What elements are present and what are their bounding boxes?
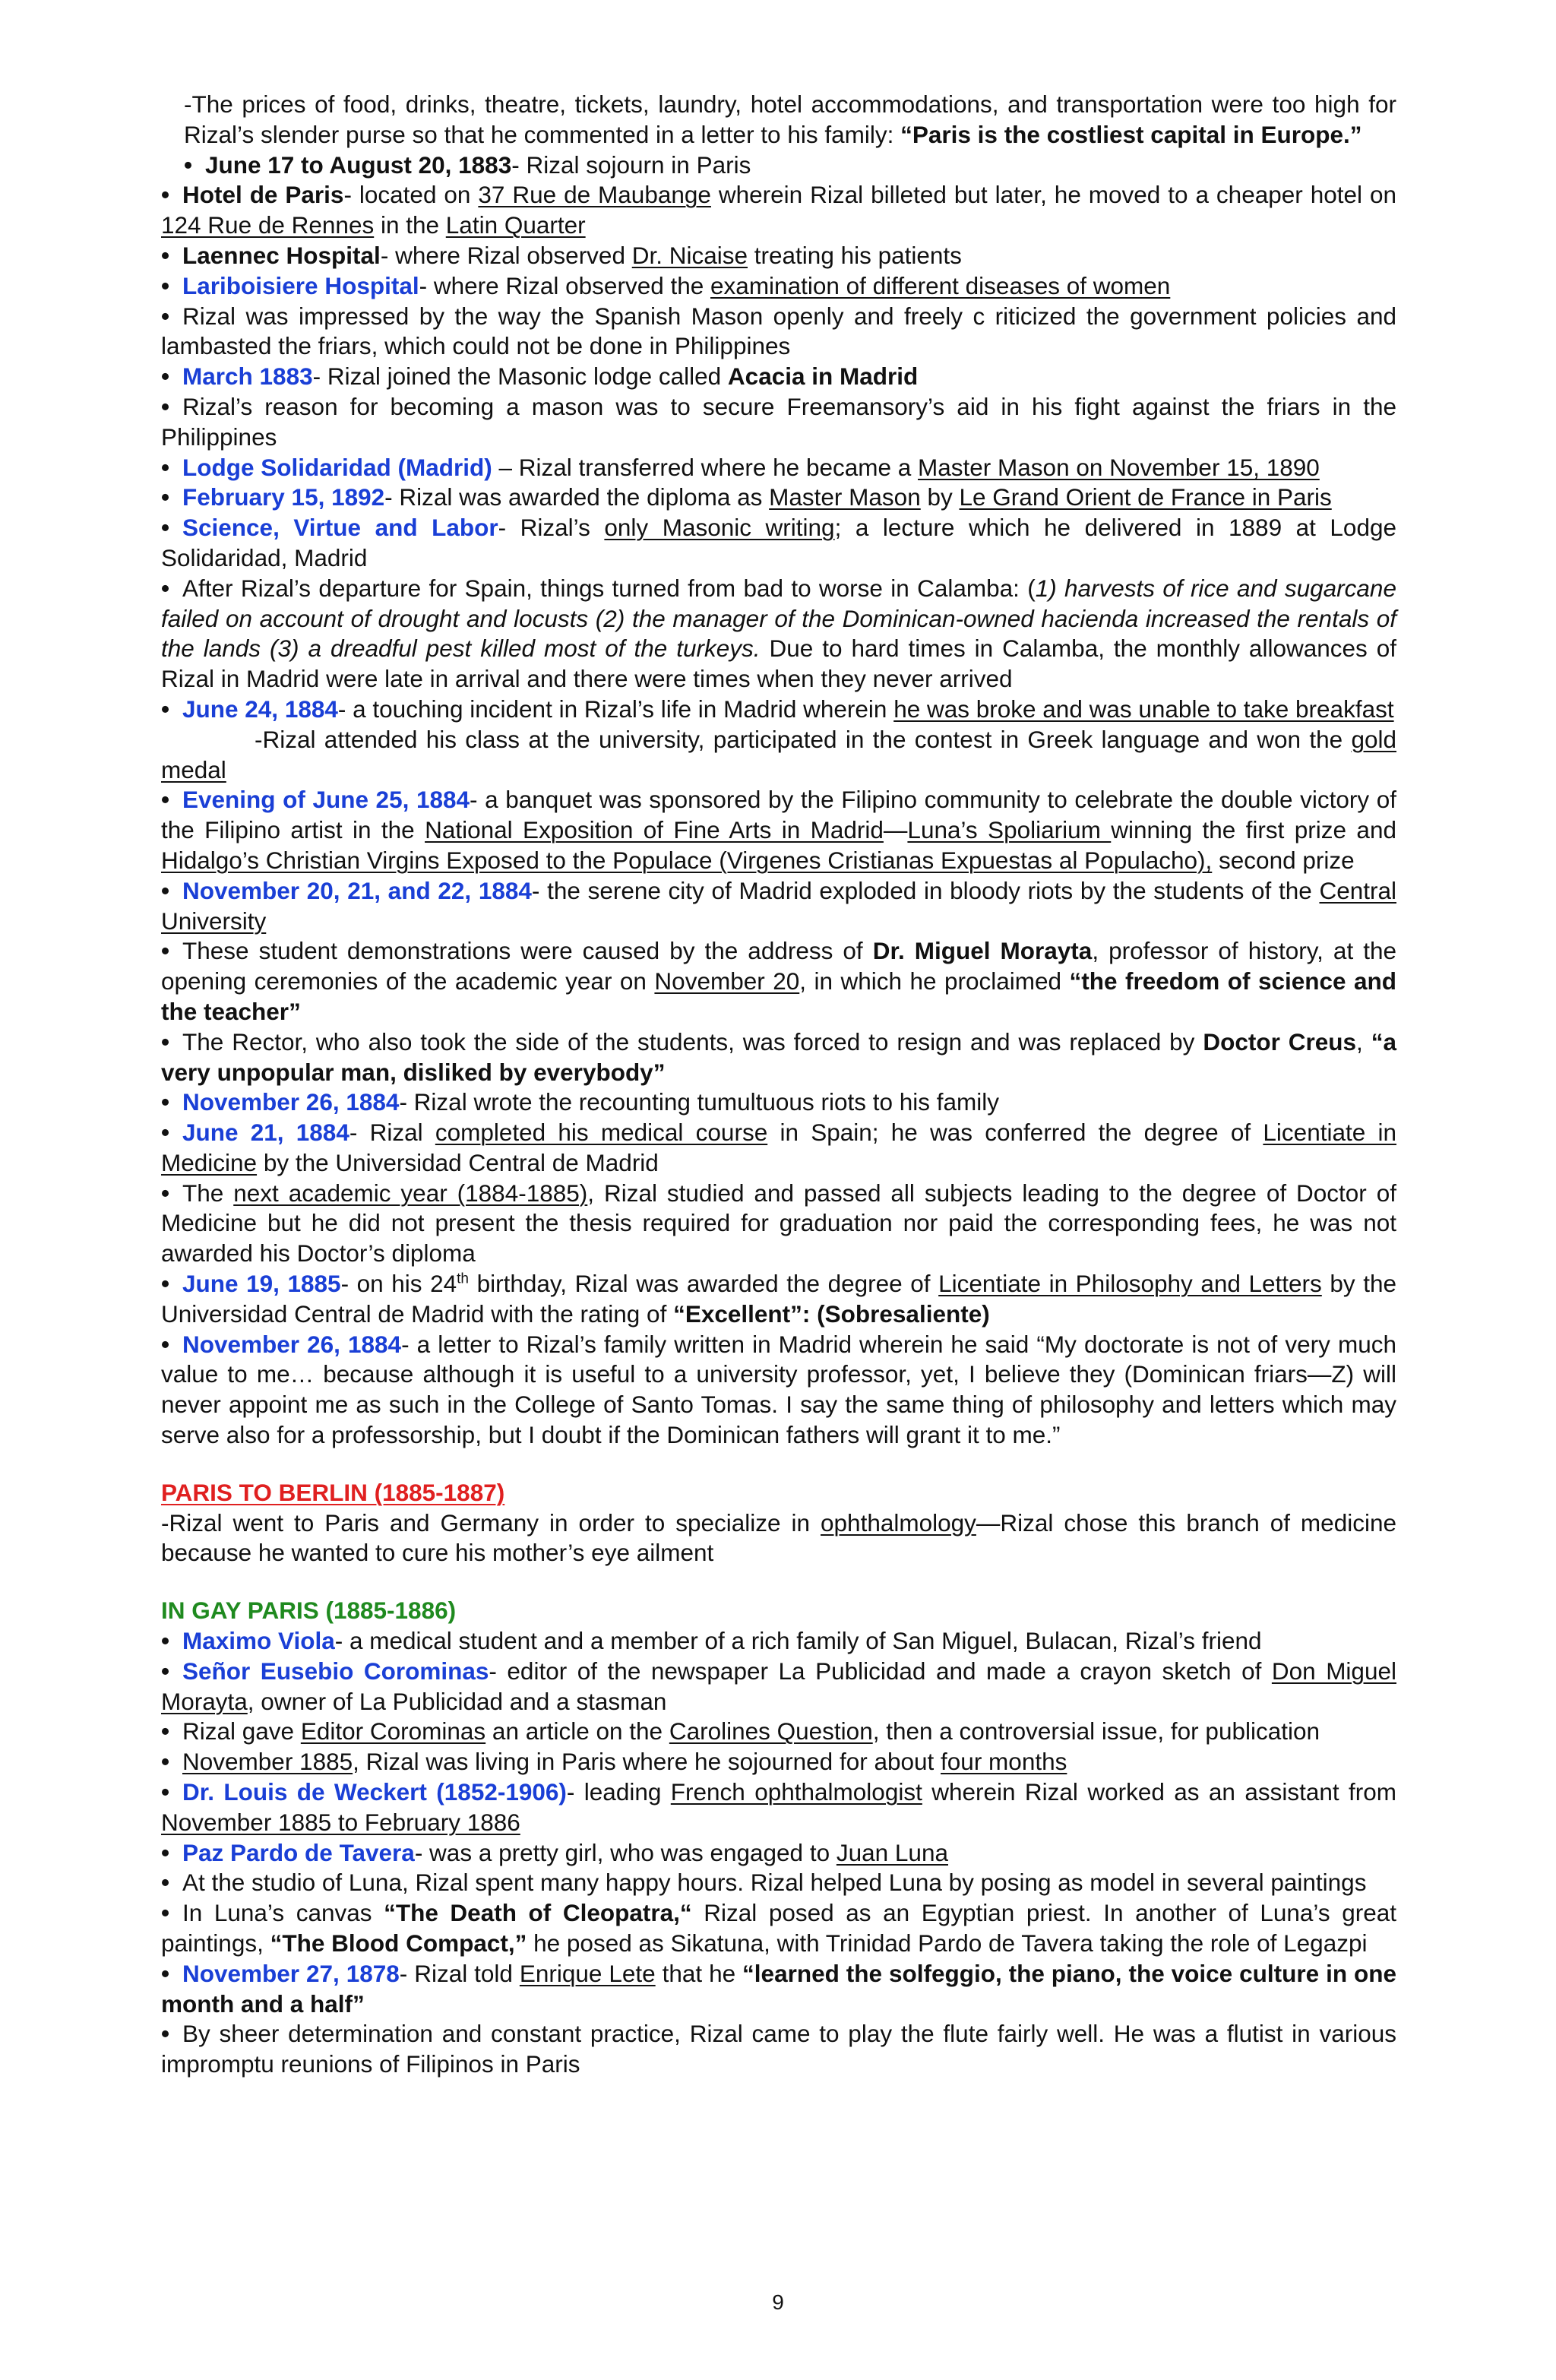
list-item: • November 20, 21, and 22, 1884- the serene city of Madrid exploded in bloody riots by the students of the Central University: [161, 876, 1396, 937]
list-item: • November 27, 1878- Rizal told Enrique Lete that he “learned the solfeggio, the piano, the voice culture in one month and a half”: [161, 1959, 1396, 2020]
list-item: • February 15, 1892- Rizal was awarded the diploma as Master Mason by Le Grand Orient de France in Paris: [161, 483, 1396, 513]
list-item: • March 1883- Rizal joined the Masonic lodge called Acacia in Madrid: [161, 362, 1396, 392]
list-item: • Laennec Hospital- where Rizal observed Dr. Nicaise treating his patients: [161, 241, 1396, 271]
list-item: • June 21, 1884- Rizal completed his medical course in Spain; he was conferred the degree of Licentiate in Medicine by the Universidad Central de Madrid: [161, 1118, 1396, 1179]
paragraph: -Rizal attended his class at the university, participated in the contest in Greek language and won the gold medal: [161, 725, 1396, 783]
page-number: 9: [772, 2290, 784, 2314]
subsection-heading: IN GAY PARIS (1885-1886): [161, 1597, 457, 1625]
list-item: • June 17 to August 20, 1883- Rizal sojourn in Paris: [161, 150, 1396, 181]
list-item: • November 26, 1884- a letter to Rizal’s family written in Madrid wherein he said “My doctorate is not of very much value to me… because although it is useful to a university professor, yet, I believe they (Dominican friars—Z) will never appoint me as such in the College of Santo Tomas. I say the same thing of philosophy and letters which may serve also for a professorship, but I doubt if the Dominican fathers will grant it to me.”: [161, 1330, 1396, 1451]
list-item: • Paz Pardo de Tavera- was a pretty girl, who was engaged to Juan Luna: [161, 1838, 1396, 1869]
list-item: • Rizal was impressed by the way the Spanish Mason openly and freely c riticized the government policies and lambasted the friars, which could not be done in Philippines: [161, 302, 1396, 362]
list-item: • November 1885, Rizal was living in Paris where he sojourned for about four months: [161, 1747, 1396, 1777]
list-item: • After Rizal’s departure for Spain, things turned from bad to worse in Calamba: (1) harvests of rice and sugarcane failed on account of drought and locusts (2) the manager of the Dominican-owned hacienda increased the rentals of the lands (3) a dreadful pest killed most of the turkeys. Due to hard times in Calamba, the monthly allowances of Rizal in Madrid were late in arrival and there were times when they never arrived: [161, 574, 1396, 695]
list-item: • The Rector, who also took the side of the students, was forced to resign and was replaced by Doctor Creus, “a very unpopular man, disliked by everybody”: [161, 1027, 1396, 1088]
list-item: • Hotel de Paris- located on 37 Rue de Maubange wherein Rizal billeted but later, he moved to a cheaper hotel on 124 Rue de Rennes in the Latin Quarter: [161, 180, 1396, 241]
list-item: • At the studio of Luna, Rizal spent many happy hours. Rizal helped Luna by posing as model in several paintings: [161, 1868, 1396, 1898]
list-item: • Lariboisiere Hospital- where Rizal observed the examination of different diseases of women: [161, 271, 1396, 302]
list-item: • Maximo Viola- a medical student and a member of a rich family of San Miguel, Bulacan, Rizal’s friend: [161, 1626, 1396, 1657]
list-item: • By sheer determination and constant practice, Rizal came to play the flute fairly well. He was a flutist in various impromptu reunions of Filipinos in Paris: [161, 2019, 1396, 2080]
list-item: • The next academic year (1884-1885), Rizal studied and passed all subjects leading to the degree of Doctor of Medicine but he did not present the thesis required for graduation nor paid the corresponding fees, he was not awarded his Doctor’s diploma: [161, 1179, 1396, 1269]
list-item: • June 19, 1885- on his 24th birthday, Rizal was awarded the degree of Licentiate in Philosophy and Letters by the Universidad Central de Madrid with the rating of “Excellent”: (Sobresaliente): [161, 1269, 1396, 1330]
list-item: • Dr. Louis de Weckert (1852-1906)- leading French ophthalmologist wherein Rizal worked as an assistant from November 1885 to February 1886: [161, 1777, 1396, 1838]
list-item: • Rizal gave Editor Corominas an article on the Carolines Question, then a controversial issue, for publication: [161, 1717, 1396, 1747]
paragraph: -The prices of food, drinks, theatre, tickets, laundry, hotel accommodations, and transportation were too high for Rizal’s slender purse so that he commented in a letter to his family: “Paris is the costliest capital in Europe.”: [184, 90, 1396, 148]
list-item: • In Luna’s canvas “The Death of Cleopatra,“ Rizal posed as an Egyptian priest. In another of Luna’s great paintings, “The Blood Compact,” he posed as Sikatuna, with Trinidad Pardo de Tavera taking the role of Legazpi: [161, 1898, 1396, 1959]
list-item: • Evening of June 25, 1884- a banquet was sponsored by the Filipino community to celebrate the double victory of the Filipino artist in the National Exposition of Fine Arts in Madrid—Luna’s Spoliarium winning the first prize and Hidalgo’s Christian Virgins Exposed to the Populace (Virgenes Cristianas Expuestas al Populacho), second prize: [161, 785, 1396, 875]
paragraph: -Rizal went to Paris and Germany in order to specialize in ophthalmology—Rizal chose this branch of medicine because he wanted to cure his mother’s eye ailment: [161, 1508, 1396, 1567]
list-item: • Señor Eusebio Corominas- editor of the newspaper La Publicidad and made a crayon sketch of Don Miguel Morayta, owner of La Publicidad and a stasman: [161, 1657, 1396, 1717]
document-body: [161, 90, 1396, 2080]
list-item: • These student demonstrations were caused by the address of Dr. Miguel Morayta, professor of history, at the opening ceremonies of the academic year on November 20, in which he proclaimed “the freedom of science and the teacher”: [161, 936, 1396, 1027]
list-item: • Rizal’s reason for becoming a mason was to secure Freemansory’s aid in his fight against the friars in the Philippines: [161, 392, 1396, 453]
list-item: • Lodge Solidaridad (Madrid) – Rizal transferred where he became a Master Mason on November 15, 1890: [161, 453, 1396, 483]
section-heading: PARIS TO BERLIN (1885-1887): [161, 1478, 505, 1506]
list-item: • November 26, 1884- Rizal wrote the recounting tumultuous riots to his family: [161, 1087, 1396, 1118]
list-item: • June 24, 1884- a touching incident in Rizal’s life in Madrid wherein he was broke and was unable to take breakfast: [161, 695, 1396, 725]
list-item: • Science, Virtue and Labor- Rizal’s only Masonic writing; a lecture which he delivered in 1889 at Lodge Solidaridad, Madrid: [161, 513, 1396, 574]
